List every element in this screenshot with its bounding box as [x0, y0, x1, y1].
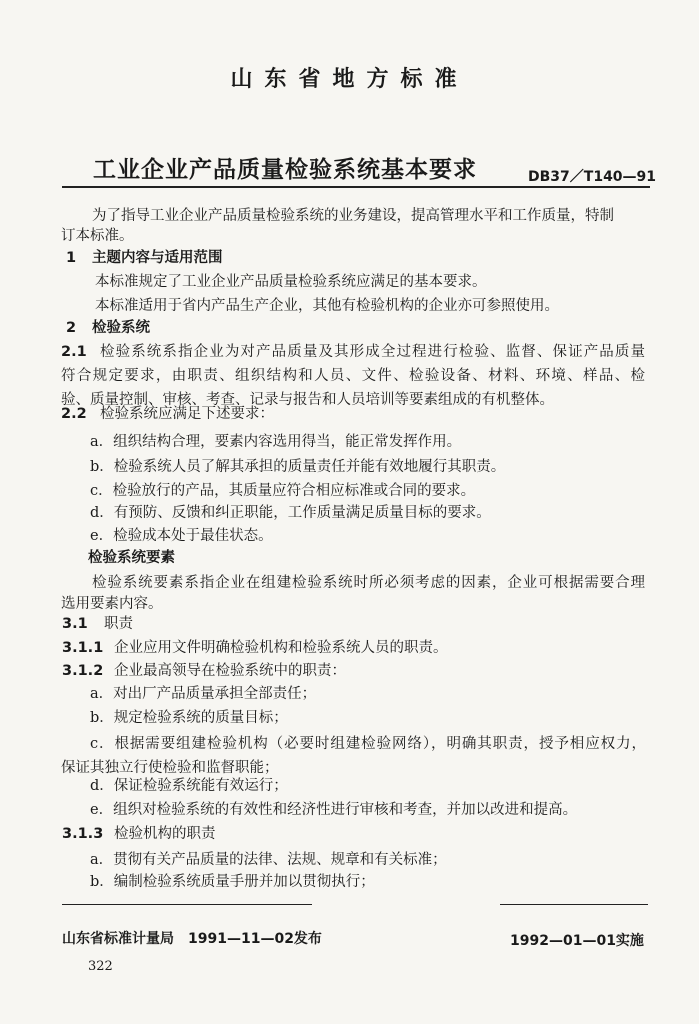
intro-line-1: 为了指导工业企业产品质量检验系统的业务建设，提高管理水平和工作质量，特制 [92, 208, 614, 224]
section-2-number: 2 [66, 320, 77, 336]
standard-code: DB37／T140—91 [528, 169, 657, 185]
section-3-line-1: 检验系统要素系指企业在组建检验系统时所必须考虑的因素，企业可根据需要合理 [92, 575, 645, 591]
section-3-1-2-text: 企业最高领导在检验系统中的职责： [114, 663, 346, 679]
section-3-1-3-item-a: a．贯彻有关产品质量的法律、法规、规章和有关标准； [90, 852, 447, 868]
section-2-1-line-3: 验、质量控制、审核、考查、记录与报告和人员培训等要素组成的有机整体。 [61, 392, 554, 408]
list-item-a: a．组织结构合理，要素内容选用得当，能正常发挥作用。 [90, 434, 462, 450]
section-3-1-text: 职责 [104, 616, 133, 632]
page-number: 322 [88, 959, 113, 974]
section-2-2-text: 检验系统应满足下述要求： [100, 406, 274, 422]
section-2-1-line-1: 检验系统系指企业为对产品质量及其形成全过程进行检验、监督、保证产品质量 [100, 344, 645, 360]
section-3-1-2-item-d: d．保证检验系统能有效运行； [90, 778, 288, 794]
section-3-1-3-item-b: b．编制检验系统质量手册并加以贯彻执行； [90, 874, 375, 890]
section-2-1-number: 2.1 [61, 344, 87, 360]
section-3-1-3-text: 检验机构的职责 [114, 826, 216, 842]
list-item-d: d．有预防、反馈和纠正职能，工作质量满足质量目标的要求。 [90, 505, 491, 521]
section-3-1-2-item-e: e．组织对检验系统的有效性和经济性进行审核和考查，并加以改进和提高。 [90, 802, 578, 818]
footer-issuer-date: 山东省标准计量局 1991—11—02发布 [62, 931, 322, 947]
section-1-paragraph-1: 本标准规定了工业企业产品质量检验系统应满足的基本要求。 [95, 274, 487, 290]
section-3-1-2-item-c-line-1: c．根据需要组建检验机构（必要时组建检验网络），明确其职责，授予相应权力， [90, 736, 646, 752]
footer-rule-right [500, 904, 648, 905]
footer-implementation-date: 1992—01—01实施 [510, 933, 644, 949]
footer-rule-left [62, 904, 312, 905]
section-3-1-3-number: 3.1.3 [62, 826, 104, 842]
section-2-title: 检验系统 [92, 320, 150, 336]
list-item-c: c．检验放行的产品，其质量应符合相应标准或合同的要求。 [90, 483, 476, 499]
document-title: 工业企业产品质量检验系统基本要求 [93, 157, 477, 183]
section-2-2-number: 2.2 [61, 406, 87, 422]
section-3-line-2: 选用要素内容。 [61, 596, 163, 612]
section-1-title: 主题内容与适用范围 [92, 250, 223, 266]
section-2-1-line-2: 符合规定要求，由职责、组织结构和人员、文件、检验设备、材料、环境、样品、检 [61, 368, 645, 384]
section-3-1-2-number: 3.1.2 [62, 663, 104, 679]
list-item-e: e．检验成本处于最佳状态。 [90, 528, 273, 544]
section-3-title: 检验系统要素 [88, 550, 175, 566]
section-3-1-number: 3.1 [62, 616, 88, 632]
section-3-1-2-item-b: b．规定检验系统的质量目标； [90, 710, 288, 726]
section-3-1-1-number: 3.1.1 [62, 640, 104, 656]
section-3-1-2-item-c-line-2: 保证其独立行使检验和监督职能； [61, 760, 279, 776]
section-1-paragraph-2: 本标准适用于省内产品生产企业，其他有检验机构的企业亦可参照使用。 [95, 298, 559, 314]
intro-line-2: 订本标准。 [61, 228, 134, 244]
section-3-1-2-item-a: a．对出厂产品质量承担全部责任； [90, 686, 317, 702]
title-rule [62, 186, 650, 188]
section-3-1-1-text: 企业应用文件明确检验机构和检验系统人员的职责。 [114, 640, 448, 656]
list-item-b: b．检验系统人员了解其承担的质量责任并能有效地履行其职责。 [90, 459, 506, 475]
document-header: 山东省地方标准 [230, 67, 469, 92]
section-1-number: 1 [66, 250, 77, 266]
